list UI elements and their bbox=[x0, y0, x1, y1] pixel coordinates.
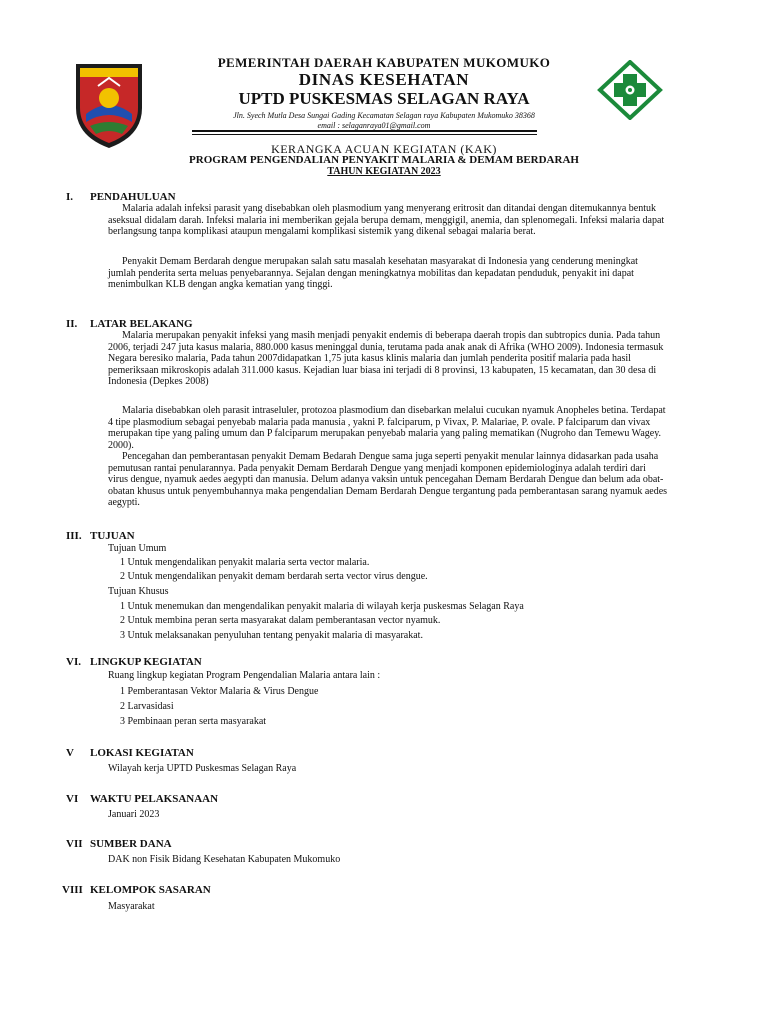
header-divider bbox=[192, 130, 537, 132]
paragraph: Pencegahan dan pemberantasan penyakit Demam Bedarah Dengue sama juga seperti penyakit menular lainnya didasarkan pada usaha pemutusan rantai penularannya. Pada penyakit Demam Berdarah Dengue yang menjadi komponen epidemiologinya adalah terdiri dari virus dengue, nyamuk aedes aegypti dan manusia. Delum adanya vaksin untuk pencegahan Demam Berdarah Dengue dan belum ada obat-obatan khusus untuk penyembuhannya maka pengendalian Demam Berdarah Dengue tergantung pada pemberantasan sarang nyamuk aedes aegypti. bbox=[108, 451, 668, 508]
section-heading: I. PENDAHULUAN bbox=[66, 191, 176, 203]
list-item: 1 Untuk mengendalikan penyakit malaria serta vector malaria. bbox=[120, 557, 370, 568]
section-heading: V LOKASI KEGIATAN bbox=[66, 747, 194, 759]
list-item: 2 Larvasidasi bbox=[120, 701, 174, 712]
paragraph: Penyakit Demam Berdarah dengue merupakan salah satu masalah kesehatan masyarakat di Indonesia yang cenderung meningkat jumlah penderita serta meluas penyebarannya. Sejalan dengan meningkatnya mobilitas dan kepadatan penduduk, penyakit ini dapat menimbulkan KLB dengan angka kematian yang tinggi. bbox=[108, 256, 638, 290]
section-heading: VI. LINGKUP KEGIATAN bbox=[66, 656, 202, 668]
section-heading: VI WAKTU PELAKSANAAN bbox=[66, 793, 219, 805]
paragraph: Januari 2023 bbox=[108, 809, 160, 820]
list-item: 2 Untuk mengendalikan penyakit demam berdarah serta vector virus dengue. bbox=[120, 571, 428, 582]
list-item: 1 Pemberantasan Vektor Malaria & Virus Dengue bbox=[120, 686, 319, 697]
sub-heading: Tujuan Khusus bbox=[108, 586, 169, 597]
paragraph: DAK non Fisik Bidang Kesehatan Kabupaten Mukomuko bbox=[108, 854, 341, 865]
paragraph: Wilayah kerja UPTD Puskesmas Selagan Raya bbox=[108, 763, 297, 774]
section-heading: II. LATAR BELAKANG bbox=[66, 318, 193, 330]
section-heading: III. TUJUAN bbox=[66, 530, 135, 542]
header-department: DINAS KESEHATAN bbox=[298, 70, 470, 89]
list-item: 3 Pembinaan peran serta masyarakat bbox=[120, 716, 267, 727]
paragraph: Masyarakat bbox=[108, 901, 155, 912]
list-item: 2 Untuk membina peran serta masyarakat dalam pemberantasan vector nyamuk. bbox=[120, 615, 441, 626]
header-email: email : selaganraya01@gmail.com bbox=[317, 121, 431, 130]
header-government: PEMERINTAH DAERAH KABUPATEN MUKOMUKO bbox=[217, 55, 551, 70]
paragraph: Ruang lingkup kegiatan Program Pengendalian Malaria antara lain : bbox=[108, 670, 381, 681]
paragraph: Malaria adalah infeksi parasit yang disebabkan oleh plasmodium yang menyerang eritrosit dan ditandai dengan ditemukannya bentuk aseksual didalam darah. Infeksi malaria ini memberikan gejala berupa demam, menggigil, anemia, dan splenomegali. Infeksi malaria dapat berlangsung tanpa komplikasi ataupun mengalami komplikasi sistemik yang dikenal sebagai malaria berat. bbox=[108, 203, 665, 237]
paragraph: Malaria merupakan penyakit infeksi yang masih menjadi penyakit endemis di beberapa daerah tropis dan subtropics dunia. Pada tahun 2006, terjadi 247 juta kasus malaria, 880.000 kasus meninggal dunia, terutama pada anak anak di Afrika (WHO 2009). Indonesia termasuk Negara beresiko malaria, Pada tahun 2007didapatkan 1,75 juta kasus klinis malaria dan jumlah penderita positif malaria pada hasil pemeriksaan mikroskopis adalah 311.000 kasus. Kejadian luar biasa ini terjadi di 8 provinsi, 13 kabupaten, 15 kecamatan, dan 30 desa di Indonesia (Depkes 2008) bbox=[108, 330, 664, 387]
section-heading: VIII KELOMPOK SASARAN bbox=[62, 884, 211, 896]
doc-subtitle: PROGRAM PENGENDALIAN PENYAKIT MALARIA & DEMAM BERDARAH bbox=[189, 154, 579, 166]
header-divider-thin bbox=[192, 134, 537, 135]
list-item: 1 Untuk menemukan dan mengendalikan penyakit malaria di wilayah kerja puskesmas Selagan Raya bbox=[120, 601, 524, 612]
doc-title: KERANGKA ACUAN KEGIATAN (KAK) bbox=[271, 142, 497, 156]
paragraph: Malaria disebabkan oleh parasit intraseluler, protozoa plasmodium dan disebarkan melalui cucukan nyamuk Anopheles betina. Terdapat 4 tipe plasmodium sebagai penyebab malaria pada manusia , yakni P. falciparum, p Vivax, P. Malariae, P. ovale. P falciparum dan vivax merupakan tipe yang paling umum dan P falciparum merupakan penyebab malaria yang paling mematikan (Nugroho dan Temewu Wagey. 2000). bbox=[108, 405, 666, 451]
header-uptd: UPTD PUSKESMAS SELAGAN RAYA bbox=[238, 89, 530, 108]
sub-heading: Tujuan Umum bbox=[108, 543, 167, 554]
header-address: Jln. Syech Mutla Desa Sungai Gading Kecamatan Selagan raya Kabupaten Mukomuko 38368 bbox=[233, 111, 535, 120]
doc-year: TAHUN KEGIATAN 2023 bbox=[327, 166, 441, 177]
section-heading: VII SUMBER DANA bbox=[66, 838, 172, 850]
list-item: 3 Untuk melaksanakan penyuluhan tentang penyakit malaria di masyarakat. bbox=[120, 630, 423, 641]
